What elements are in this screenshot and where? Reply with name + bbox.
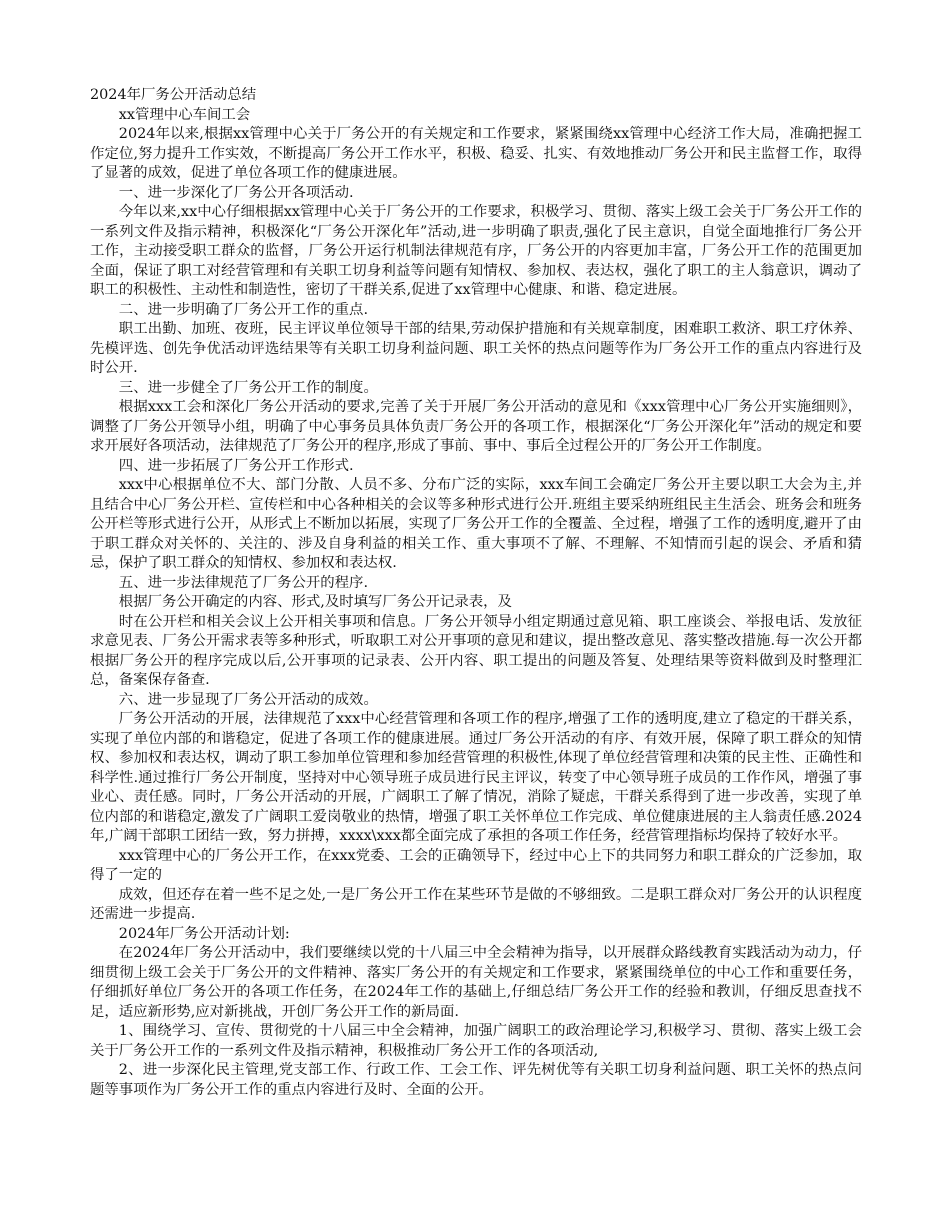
document-page (90, 86, 862, 1100)
paragraph: xxx中心根据单位不大、部门分散、人员不多、分布广泛的实际，xxx车间工会确定厂务公开主要以职工大会为主,并且结合中心厂务公开栏、宣传栏和中心各种相关的会议等多种形式进行公开.班组主要采纳班组民主生活会、班务会和班务公开栏等形式进行公开，从形式上不断加以拓展，实现了厂务公开工作的全覆盖、全过程，增强了工作的透明度,避开了由于职工群众对关怀的、关注的、涉及自身利益的相关工作、重大事项不了解、不理解、不知情而引起的误会、矛盾和猜忌，保护了职工群众的知情权、参加权和表达权. (90, 477, 862, 571)
paragraph: 根据xxx工会和深化厂务公开活动的要求,完善了关于开展厂务公开活动的意见和《xxx管理中心厂务公开实施细则》，调整了厂务公开领导小组，明确了中心事务员具体负责厂务公开的各项工作，根据深化“厂务公开深化年”活动的规定和要求开展好各项活动，法律规范了厂务公开的程序,形成了事前、事中、事后全过程公开的厂务公开工作制度。 (90, 399, 862, 454)
paragraph: 今年以来,xx中心仔细根据xx管理中心关于厂务公开的工作要求，积极学习、贯彻、落实上级工会关于厂务公开工作的一系列文件及指示精神，积极深化“厂务公开深化年”活动,进一步明确了职责,强化了民主意识，自觉全面地推行厂务公开工作，主动接受职工群众的监督，厂务公开运行机制法律规范有序，厂务公开的内容更加丰富，厂务公开工作的范围更加全面，保证了职工对经营管理和有关职工切身利益等问题有知情权、参加权、表达权，强化了职工的主人翁意识，调动了职工的积极性、主动性和制造性，密切了干群关系,促进了xx管理中心健康、和谐、稳定进展。 (90, 204, 862, 298)
paragraph: 2024年以来,根据xx管理中心关于厂务公开的有关规定和工作要求，紧紧围绕xx管理中心经济工作大局，准确把握工作定位,努力提升工作实效，不断提高厂务公开工作水平，积极、稳妥、扎实、有效地推动厂务公开和民主监督工作，取得了显著的成效，促进了单位各项工作的健康进展。 (90, 126, 862, 181)
section-heading: 2024年厂务公开活动计划: (118, 925, 290, 942)
section-heading: 五、进一步法律规范了厂务公开的程序. (118, 574, 369, 591)
section-heading: 三、进一步健全了厂务公开工作的制度。 (118, 379, 378, 396)
paragraph: 职工出勤、加班、夜班，民主评议单位领导干部的结果,劳动保护措施和有关规章制度，困难职工救济、职工疗休养、先模评选、创先争优活动评选结果等有关职工切身利益问题、职工关怀的热点问题等作为厂务公开工作的重点内容进行及时公开. (90, 321, 862, 376)
paragraph: 厂务公开活动的开展，法律规范了xxx中心经营管理和各项工作的程序,增强了工作的透明度,建立了稳定的干群关系，实现了单位内部的和谐稳定，促进了各项工作的健康进展。通过厂务公开活动的有序、有效开展，保障了职工群众的知情权、参加权和表达权，调动了职工参加单位管理和参加经营管理的积极性,体现了单位经营管理和决策的民主性、正确性和科学性.通过推行厂务公开制度，坚持对中心领导班子成员进行民主评议，转变了中心领导班子成员的工作作风，增强了事业心、责任感。同时，厂务公开活动的开展，广阔职工了解了情况，消除了疑虑，干群关系得到了进一步改善，实现了单位内部的和谐稳定,激发了广阔职工爱岗敬业的热情，增强了职工关怀单位工作完成、单位健康进展的主人翁责任感.2024年,广阔干部职工团结一致，努力拼搏，xxxx\xxx都全面完成了承担的各项工作任务，经营管理指标均保持了较好水平。 (90, 711, 862, 844)
paragraph: xxx管理中心的厂务公开工作，在xxx党委、工会的正确领导下，经过中心上下的共同努力和职工群众的广泛参加，取得了一定的 (90, 847, 862, 883)
paragraph: 时在公开栏和相关会议上公开相关事项和信息。厂务公开领导小组定期通过意见箱、职工座谈会、举报电话、发放征求意见表、厂务公开需求表等多种形式，听取职工对公开事项的意见和建议，提出整改意见、落实整改措施.每一次公开都根据厂务公开的程序完成以后,公开事项的记录表、公开内容、职工提出的问题及答复、处理结果等资料做到及时整理汇总，备案保存备查. (90, 613, 862, 688)
paragraph: 在2024年厂务公开活动中，我们要继续以党的十八届三中全会精神为指导，以开展群众路线教育实践活动为动力，仔细贯彻上级工会关于厂务公开的文件精神、落实厂务公开的有关规定和工作要求，紧紧围绕单位的中心工作和重要任务，仔细抓好单位厂务公开的各项工作任务，在2024年工作的基础上,仔细总结厂务公开工作的经验和教训，仔细反思查找不足，适应新形势,应对新挑战，开创厂务公开工作的新局面. (90, 945, 862, 1020)
paragraph: 根据厂务公开确定的内容、形式,及时填写厂务公开记录表，及 (118, 594, 512, 610)
section-heading: 一、进一步深化了厂务公开各项活动. (118, 184, 354, 201)
list-item: 1、围绕学习、宣传、贯彻党的十八届三中全会精神，加强广阔职工的政治理论学习,积极学习、贯彻、落实上级工会关于厂务公开工作的一系列文件及指示精神，积极推动厂务公开工作的各项活动, (90, 1023, 862, 1059)
list-item: 2、进一步深化民主管理,党支部工作、行政工作、工会工作、评先树优等有关职工切身利益问题、职工关怀的热点问题等事项作为厂务公开工作的重点内容进行及时、全面的公开。 (90, 1062, 862, 1098)
section-heading: 四、进一步拓展了厂务公开工作形式. (118, 457, 354, 474)
document-title: 2024年厂务公开活动总结 (90, 87, 257, 103)
section-heading: 六、进一步显现了厂务公开活动的成效。 (118, 691, 378, 708)
section-heading: 二、进一步明确了厂务公开工作的重点. (118, 301, 369, 318)
document-unit: xx管理中心车间工会 (118, 106, 251, 123)
paragraph: 成效，但还存在着一些不足之处,一是厂务公开工作在某些环节是做的不够细致。二是职工群众对厂务公开的认识程度还需进一步提高. (90, 886, 862, 922)
